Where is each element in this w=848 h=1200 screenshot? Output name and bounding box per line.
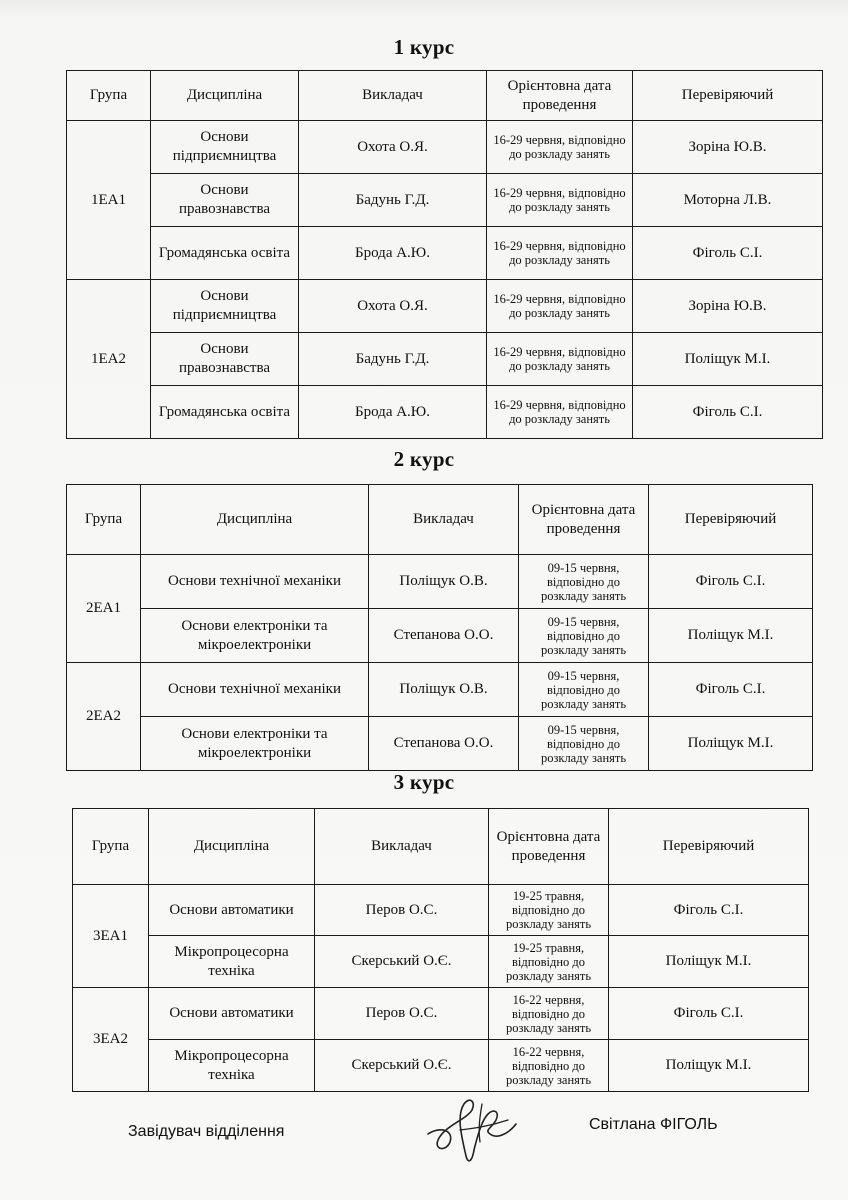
table-row — [67, 121, 823, 174]
teacher-cell: Поліщук О.В. — [369, 663, 519, 717]
teacher-cell: Степанова О.О. — [369, 717, 519, 771]
footer-position: Завідувач відділення — [128, 1123, 285, 1140]
header-discipline: Дисципліна — [141, 485, 369, 555]
date-cell: 09-15 червня, відповідно до розкладу занять — [519, 609, 649, 663]
course-2-table — [66, 484, 813, 771]
course-1-title: 1 курс — [393, 35, 455, 59]
group-cell: 3ЕА2 — [73, 988, 149, 1092]
table-row — [73, 988, 809, 1040]
discipline-cell: Основи підприємництва — [151, 280, 299, 333]
course-2-title: 2 курс — [393, 447, 455, 471]
discipline-cell: Основи автоматики — [149, 885, 315, 936]
table-row — [67, 174, 823, 227]
checker-cell: Поліщук М.І. — [649, 717, 813, 771]
date-cell: 16-29 червня, відповідно до розкладу занять — [487, 121, 633, 174]
header-checker: Перевіряючий — [649, 485, 813, 555]
date-cell: 16-29 червня, відповідно до розкладу занять — [487, 227, 633, 280]
checker-cell: Фіголь С.І. — [633, 227, 823, 280]
discipline-cell: Мікропроцесорна техніка — [149, 936, 315, 988]
discipline-cell: Основи автоматики — [149, 988, 315, 1040]
table-row — [67, 280, 823, 333]
course-1-table — [66, 70, 823, 439]
handwritten-signature — [420, 1090, 530, 1170]
checker-cell: Поліщук М.І. — [649, 609, 813, 663]
teacher-cell: Степанова О.О. — [369, 609, 519, 663]
checker-cell: Моторна Л.В. — [633, 174, 823, 227]
teacher-cell: Брода А.Ю. — [299, 227, 487, 280]
group-cell: 1ЕА2 — [67, 280, 151, 439]
course-3-table — [72, 808, 809, 1092]
discipline-cell: Громадянська освіта — [151, 227, 299, 280]
header-group: Група — [73, 809, 149, 885]
header-date: Орієнтовна дата проведення — [489, 809, 609, 885]
date-cell: 16-29 червня, відповідно до розкладу занять — [487, 333, 633, 386]
teacher-cell: Охота О.Я. — [299, 280, 487, 333]
discipline-cell: Основи електроніки та мікроелектроніки — [141, 609, 369, 663]
table-row — [67, 555, 813, 609]
discipline-cell: Мікропроцесорна техніка — [149, 1040, 315, 1092]
discipline-cell: Основи правознавства — [151, 333, 299, 386]
table-row — [67, 386, 823, 439]
course-3-title: 3 курс — [393, 770, 455, 794]
header-teacher: Викладач — [369, 485, 519, 555]
teacher-cell: Поліщук О.В. — [369, 555, 519, 609]
table-header-row — [67, 71, 823, 121]
discipline-cell: Основи підприємництва — [151, 121, 299, 174]
table-row — [73, 885, 809, 936]
checker-cell: Зоріна Ю.В. — [633, 280, 823, 333]
header-teacher: Викладач — [299, 71, 487, 121]
header-teacher: Викладач — [315, 809, 489, 885]
table-row — [73, 936, 809, 988]
checker-cell: Поліщук М.І. — [609, 1040, 809, 1092]
date-cell: 19-25 травня, відповідно до розкладу занять — [489, 936, 609, 988]
header-checker: Перевіряючий — [633, 71, 823, 121]
header-date: Орієнтовна дата проведення — [519, 485, 649, 555]
footer-name: Світлана ФІГОЛЬ — [589, 1116, 718, 1133]
group-cell: 3ЕА1 — [73, 885, 149, 988]
table-row — [67, 663, 813, 717]
table-row — [67, 717, 813, 771]
teacher-cell: Бадунь Г.Д. — [299, 333, 487, 386]
checker-cell: Фіголь С.І. — [609, 885, 809, 936]
discipline-cell: Основи правознавства — [151, 174, 299, 227]
teacher-cell: Скерський О.Є. — [315, 936, 489, 988]
group-cell: 2ЕА1 — [67, 555, 141, 663]
date-cell: 16-29 червня, відповідно до розкладу занять — [487, 386, 633, 439]
checker-cell: Фіголь С.І. — [633, 386, 823, 439]
date-cell: 16-29 червня, відповідно до розкладу занять — [487, 280, 633, 333]
date-cell: 16-22 червня, відповідно до розкладу занять — [489, 1040, 609, 1092]
table-row — [67, 227, 823, 280]
teacher-cell: Перов О.С. — [315, 885, 489, 936]
checker-cell: Фіголь С.І. — [649, 663, 813, 717]
date-cell: 09-15 червня, відповідно до розкладу занять — [519, 555, 649, 609]
date-cell: 16-22 червня, відповідно до розкладу занять — [489, 988, 609, 1040]
teacher-cell: Скерський О.Є. — [315, 1040, 489, 1092]
group-cell: 2ЕА2 — [67, 663, 141, 771]
table-row — [67, 333, 823, 386]
checker-cell: Фіголь С.І. — [609, 988, 809, 1040]
table-header-row — [67, 485, 813, 555]
header-checker: Перевіряючий — [609, 809, 809, 885]
discipline-cell: Основи технічної механіки — [141, 663, 369, 717]
header-date: Орієнтовна дата проведення — [487, 71, 633, 121]
date-cell: 09-15 червня, відповідно до розкладу занять — [519, 717, 649, 771]
header-discipline: Дисципліна — [149, 809, 315, 885]
checker-cell: Зоріна Ю.В. — [633, 121, 823, 174]
date-cell: 09-15 червня, відповідно до розкладу занять — [519, 663, 649, 717]
header-group: Група — [67, 71, 151, 121]
teacher-cell: Перов О.С. — [315, 988, 489, 1040]
table-header-row — [73, 809, 809, 885]
table-row — [67, 609, 813, 663]
discipline-cell: Основи технічної механіки — [141, 555, 369, 609]
header-discipline: Дисципліна — [151, 71, 299, 121]
header-group: Група — [67, 485, 141, 555]
table-row — [73, 1040, 809, 1092]
date-cell: 16-29 червня, відповідно до розкладу занять — [487, 174, 633, 227]
teacher-cell: Охота О.Я. — [299, 121, 487, 174]
group-cell: 1ЕА1 — [67, 121, 151, 280]
discipline-cell: Громадянська освіта — [151, 386, 299, 439]
discipline-cell: Основи електроніки та мікроелектроніки — [141, 717, 369, 771]
teacher-cell: Бадунь Г.Д. — [299, 174, 487, 227]
date-cell: 19-25 травня, відповідно до розкладу занять — [489, 885, 609, 936]
checker-cell: Поліщук М.І. — [609, 936, 809, 988]
checker-cell: Поліщук М.І. — [633, 333, 823, 386]
checker-cell: Фіголь С.І. — [649, 555, 813, 609]
teacher-cell: Брода А.Ю. — [299, 386, 487, 439]
